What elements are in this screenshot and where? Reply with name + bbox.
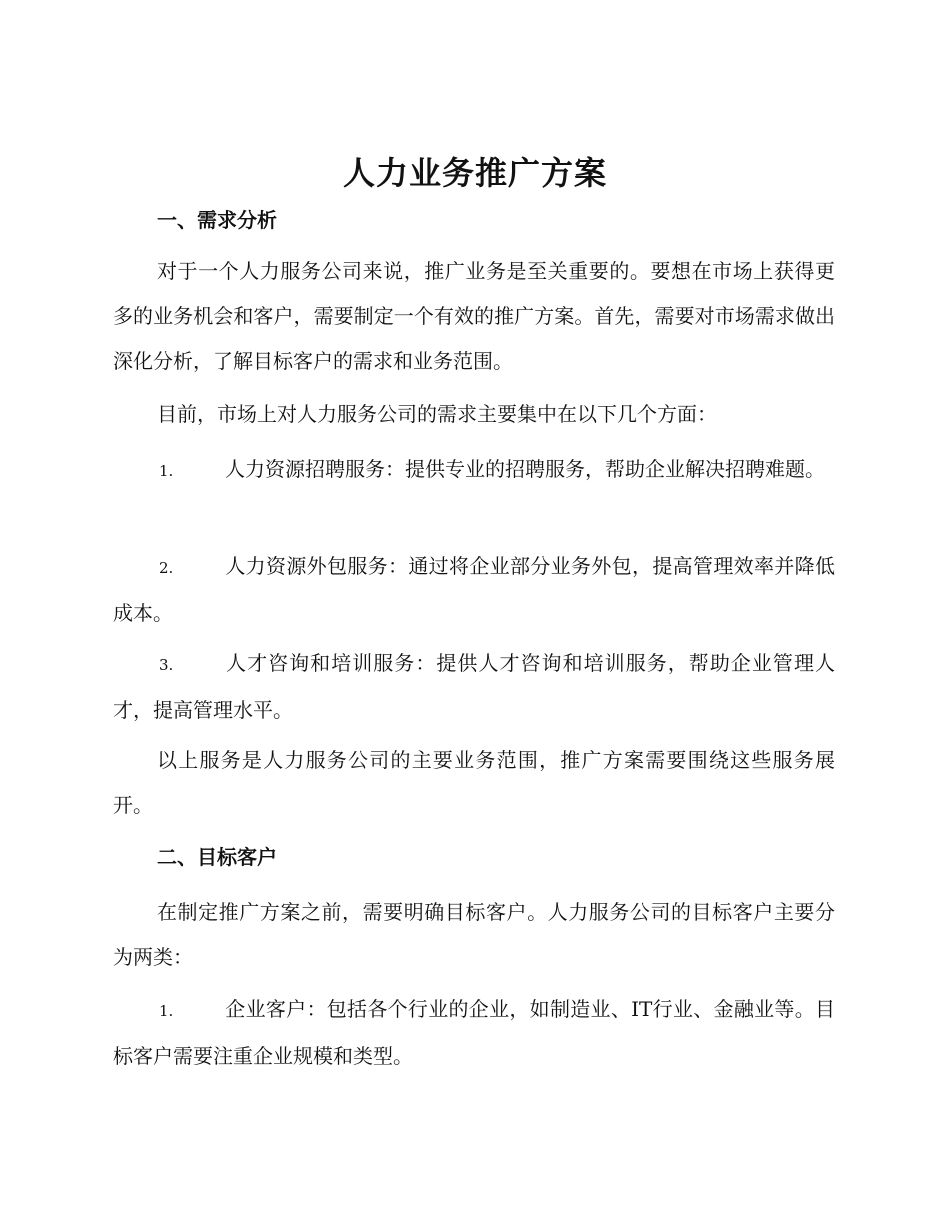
list-item-number: 1. — [159, 1002, 174, 1020]
paragraph-customers-intro: 在制定推广方案之前，需要明确目标客户。人力服务公司的目标客户主要分为两类： — [113, 900, 835, 969]
list-item-text: 企业客户：包括各个行业的企业，如制造业、IT行业、金融业等。目标客户需要注重企业规模和类型。 — [113, 997, 835, 1068]
list-item — [113, 544, 835, 636]
list-item-number: 3. — [159, 656, 174, 674]
document-title: 人力业务推广方案 — [342, 154, 607, 192]
list-item — [113, 987, 835, 1079]
list-item-number: 2. — [159, 559, 174, 577]
list-item-text: 人力资源招聘服务：提供专业的招聘服务，帮助企业解决招聘难题。 — [225, 457, 825, 481]
paragraph-demand-closing: 以上服务是人力服务公司的主要业务范围，推广方案需要围绕这些服务展开。 — [113, 748, 835, 817]
paragraph-demand-lead: 目前，市场上对人力服务公司的需求主要集中在以下几个方面： — [157, 402, 717, 426]
section-heading-target-customers: 二、目标客户 — [157, 845, 277, 869]
list-item — [113, 641, 835, 733]
paragraph-demand-intro: 对于一个人力服务公司来说，推广业务是至关重要的。要想在市场上获得更多的业务机会和客户，需要制定一个有效的推广方案。首先，需要对市场需求做出深化分析，了解目标客户的需求和业务范围。 — [113, 259, 835, 373]
section-heading-demand-analysis: 一、需求分析 — [157, 208, 277, 232]
list-item — [113, 447, 835, 494]
list-item-number: 1. — [159, 462, 174, 480]
list-item-text: 人力资源外包服务：通过将企业部分业务外包，提高管理效率并降低成本。 — [113, 554, 835, 625]
list-item-text: 人才咨询和培训服务：提供人才咨询和培训服务，帮助企业管理人才，提高管理水平。 — [113, 651, 835, 722]
